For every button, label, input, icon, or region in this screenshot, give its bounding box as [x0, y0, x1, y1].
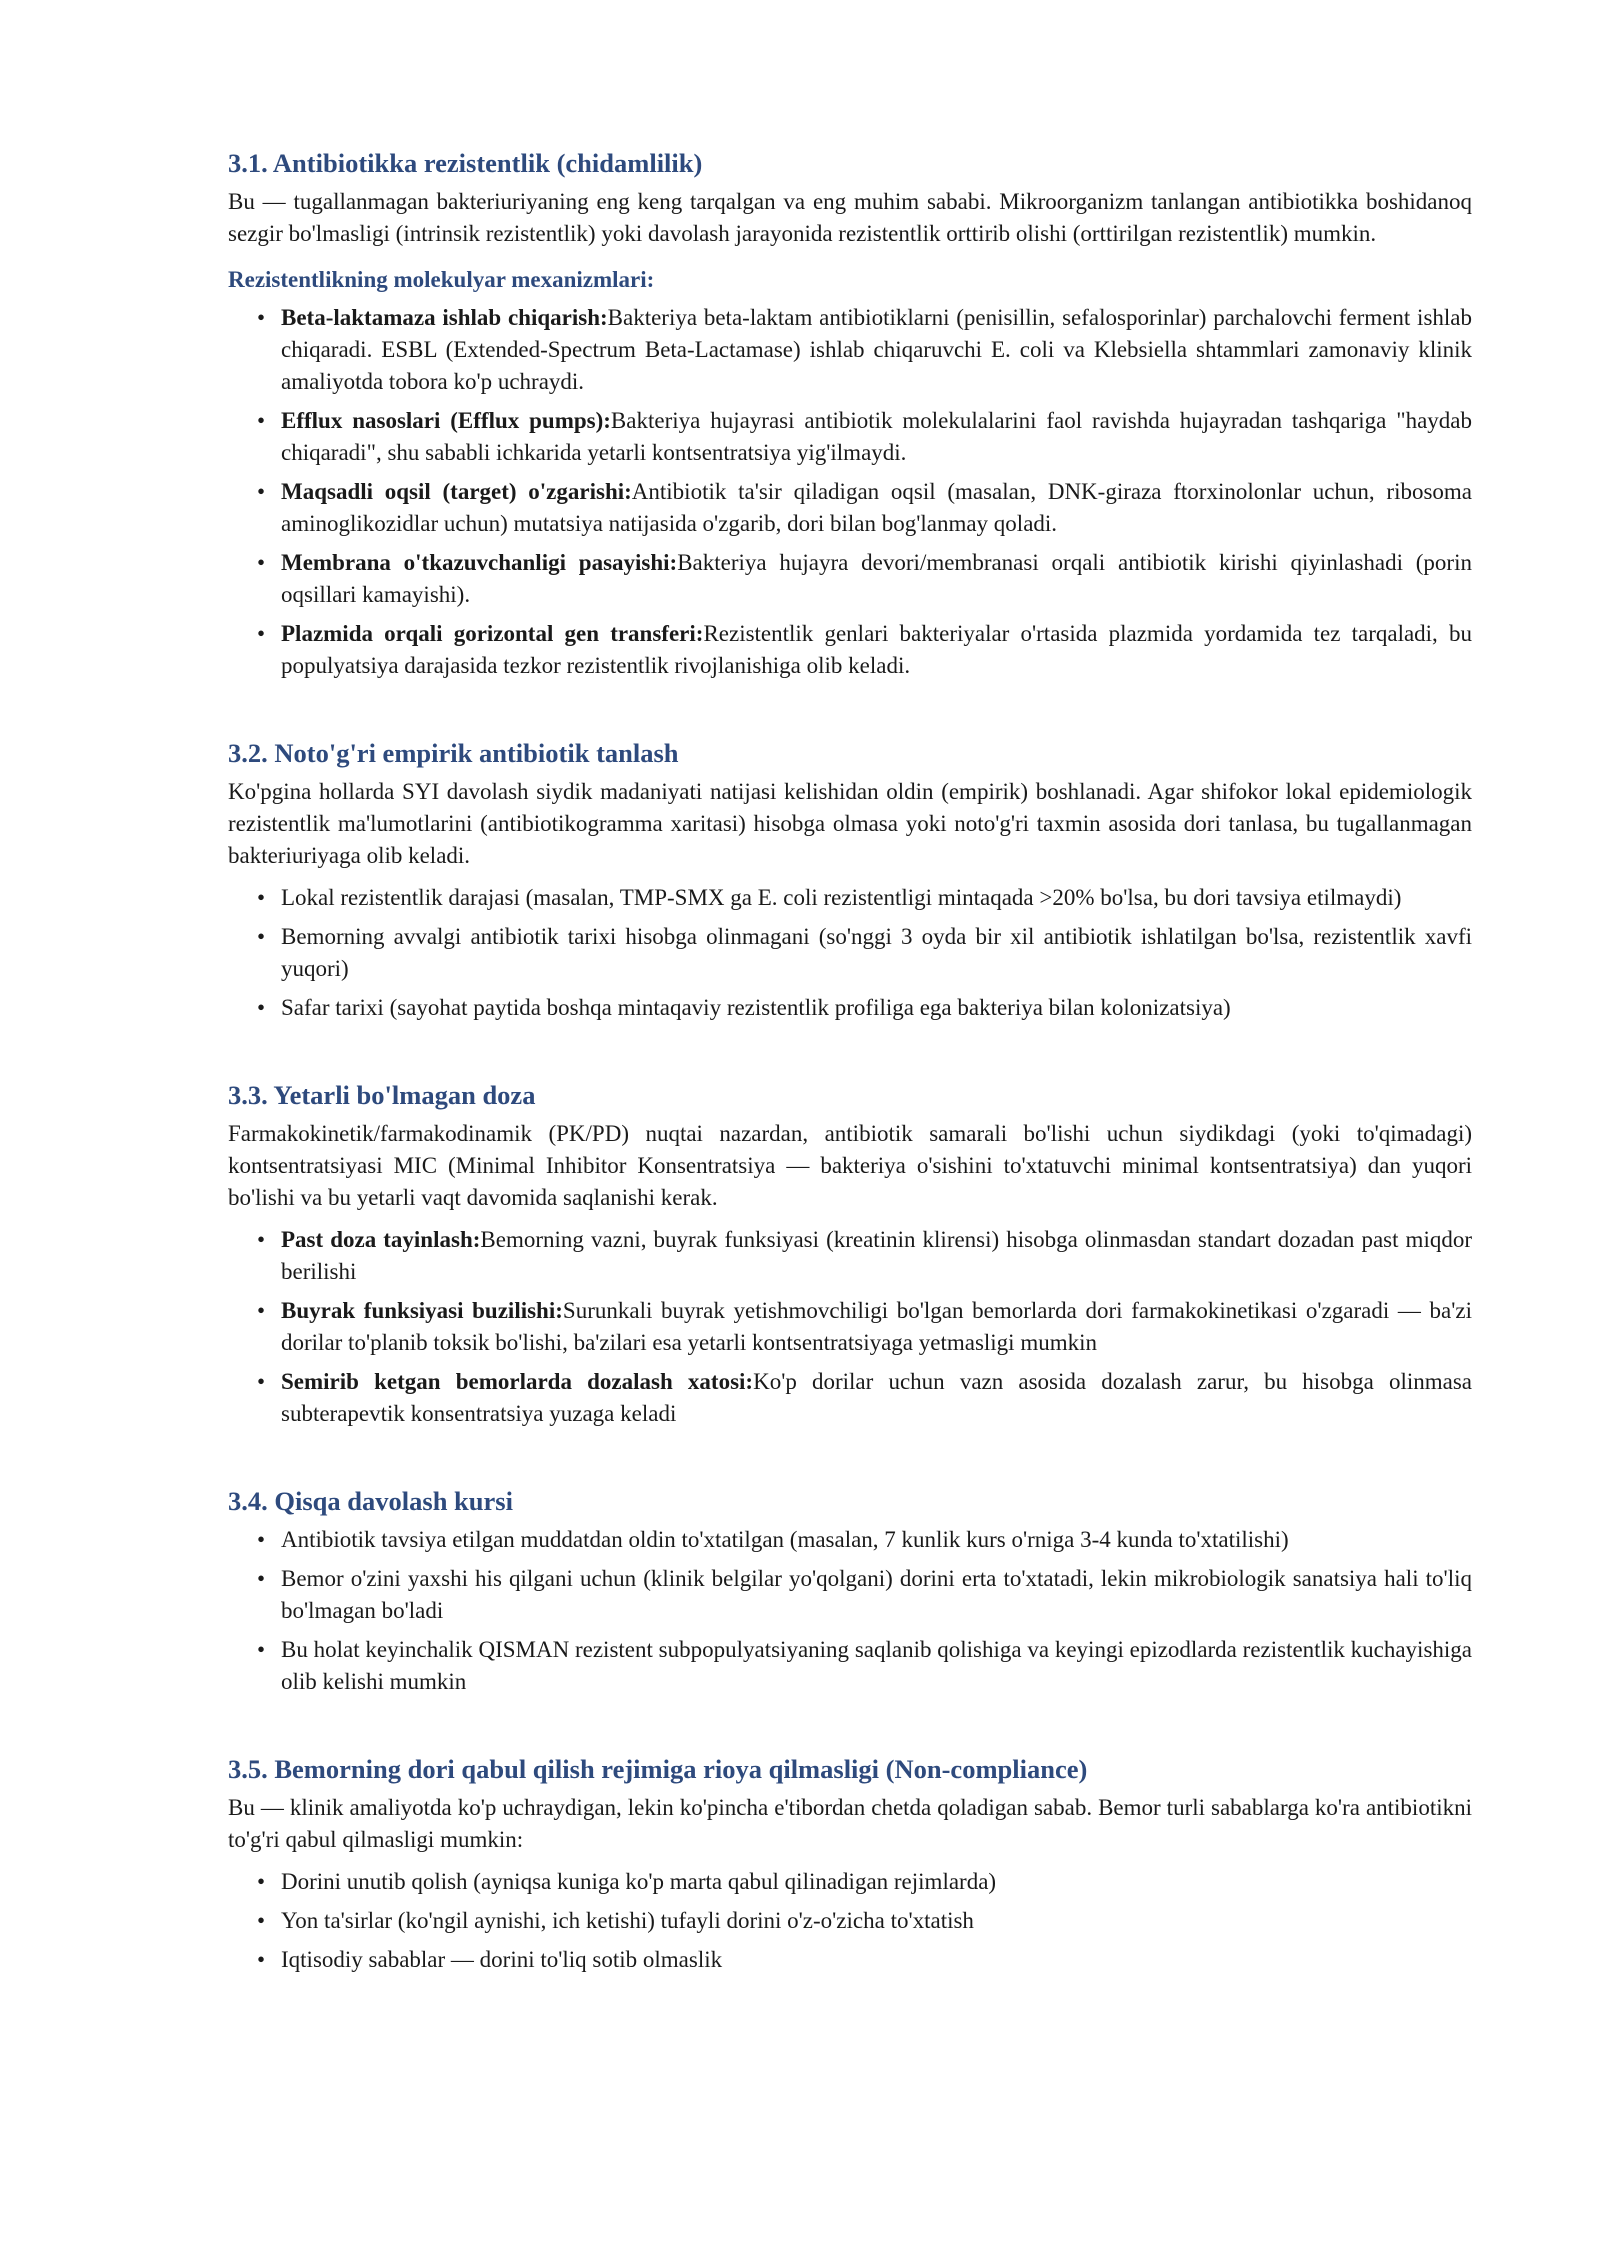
- bullet-icon: •: [257, 924, 266, 949]
- item-text: Yon ta'sirlar (ko'ngil aynishi, ich ketishi) tufayli dorini o'z-o'zicha to'xtatish: [281, 1908, 974, 1933]
- list-item: [252, 405, 1472, 469]
- section-3-4: [228, 1484, 1472, 1698]
- bullet-icon: •: [257, 885, 266, 910]
- item-text: Bakteriya hujayra devori/membranasi orqali antibiotik kirishi qiyinlashadi (porin oqsillari kamayishi).: [281, 550, 1472, 607]
- bullet-icon: •: [257, 550, 266, 575]
- bullet-icon: •: [257, 408, 266, 433]
- list-item: [252, 992, 1472, 1024]
- item-text: Ko'p dorilar uchun vazn asosida dozalash zarur, bu hisobga olinmasa subterapevtik konsentratsiya yuzaga keladi: [281, 1369, 1472, 1426]
- section-title: 3.4. Qisqa davolash kursi: [228, 1486, 513, 1516]
- bullet-icon: •: [257, 1369, 266, 1394]
- bullet-icon: •: [257, 305, 266, 330]
- section-3-1: [228, 146, 1472, 682]
- bullet-icon: •: [257, 1227, 266, 1252]
- list-item: [252, 1866, 1472, 1898]
- section-3-5: [228, 1752, 1472, 1976]
- list-item: [252, 1944, 1472, 1976]
- bullet-icon: •: [257, 1908, 266, 1933]
- section-3-2: [228, 736, 1472, 1024]
- list-item: [252, 476, 1472, 540]
- list-item: [252, 921, 1472, 985]
- bullet-icon: •: [257, 1947, 266, 1972]
- bullet-list: [228, 1866, 1472, 1976]
- section-subheading: Rezistentlikning molekulyar mexanizmlari:: [228, 267, 655, 292]
- list-item: [252, 1905, 1472, 1937]
- item-text: Bu holat keyinchalik QISMAN rezistent subpopulyatsiyaning saqlanib qolishiga va keyingi epizodlarda rezistentlik kuchayishiga olib kelishi mumkin: [281, 1637, 1472, 1694]
- bullet-list: [228, 302, 1472, 682]
- item-text: Rezistentlik genlari bakteriyalar o'rtasida plazmida yordamida tez tarqaladi, bu populyatsiya darajasida tezkor rezistentlik rivojlanishiga olib keladi.: [281, 621, 1472, 678]
- item-term: Past doza tayinlash:: [281, 1227, 481, 1252]
- section-title: 3.5. Bemorning dori qabul qilish rejimiga rioya qilmasligi (Non-compliance): [228, 1754, 1088, 1784]
- list-item: [252, 882, 1472, 914]
- section-title: 3.1. Antibiotikka rezistentlik (chidamlilik): [228, 148, 703, 178]
- bullet-icon: •: [257, 1298, 266, 1323]
- item-text: Iqtisodiy sabablar — dorini to'liq sotib olmaslik: [281, 1947, 723, 1972]
- bullet-list: [228, 1524, 1472, 1698]
- section-3-3: [228, 1078, 1472, 1430]
- section-intro: Bu — tugallanmagan bakteriuriyaning eng keng tarqalgan va eng muhim sababi. Mikroorganizm tanlangan antibiotikka boshidanoq sezgir bo'lmasligi (intrinsik rezistentlik) yoki davolash jarayonida rezistentlik orttirib olishi (orttirilgan rezistentlik) mumkin.: [228, 189, 1472, 246]
- section-intro: Ko'pgina hollarda SYI davolash siydik madaniyati natijasi kelishidan oldin (empirik) boshlanadi. Agar shifokor lokal epidemiologik rezistentlik ma'lumotlarini (antibiotikogramma xaritasi) hisobga olmasa yoki noto'g'ri taxmin asosida dori tanlasa, bu tugallanmagan bakteriuriyaga olib keladi.: [228, 779, 1472, 868]
- list-item: [252, 1295, 1472, 1359]
- section-intro: Bu — klinik amaliyotda ko'p uchraydigan, lekin ko'pincha e'tibordan chetda qoladigan sabab. Bemor turli sabablarga ko'ra antibiotikni to'g'ri qabul qilmasligi mumkin:: [228, 1795, 1472, 1852]
- bullet-icon: •: [257, 479, 266, 504]
- item-text: Bemor o'zini yaxshi his qilgani uchun (klinik belgilar yo'qolgani) dorini erta to'xtatadi, lekin mikrobiologik sanatsiya hali to'liq bo'lmagan bo'ladi: [281, 1566, 1472, 1623]
- list-item: [252, 1224, 1472, 1288]
- item-term: Maqsadli oqsil (target) o'zgarishi:: [281, 479, 632, 504]
- section-title: 3.2. Noto'g'ri empirik antibiotik tanlash: [228, 738, 679, 768]
- bullet-icon: •: [257, 621, 266, 646]
- item-text: Dorini unutib qolish (ayniqsa kuniga ko'p marta qabul qilinadigan rejimlarda): [281, 1869, 997, 1894]
- item-text: Bemorning avvalgi antibiotik tarixi hisobga olinmagani (so'nggi 3 oyda bir xil antibiotik ishlatilgan bo'lsa, rezistentlik xavfi yuqori): [281, 924, 1472, 981]
- section-title: 3.3. Yetarli bo'lmagan doza: [228, 1080, 536, 1110]
- item-term: Semirib ketgan bemorlarda dozalash xatosi:: [281, 1369, 754, 1394]
- bullet-list: [228, 1224, 1472, 1430]
- bullet-icon: •: [257, 1869, 266, 1894]
- item-text: Bakteriya beta-laktam antibiotiklarni (penisillin, sefalosporinlar) parchalovchi ferment ishlab chiqaradi. ESBL (Extended-Spectrum Beta-Lactamase) ishlab chiqaruvchi E. coli va Klebsiella shtammlari zamonaviy klinik amaliyotda tobora ko'p uchraydi.: [281, 305, 1472, 394]
- item-term: Plazmida orqali gorizontal gen transferi:: [281, 621, 704, 646]
- list-item: [252, 1524, 1472, 1556]
- list-item: [252, 618, 1472, 682]
- bullet-icon: •: [257, 1527, 266, 1552]
- item-term: Efflux nasoslari (Efflux pumps):: [281, 408, 611, 433]
- list-item: [252, 1634, 1472, 1698]
- item-term: Beta-laktamaza ishlab chiqarish:: [281, 305, 608, 330]
- list-item: [252, 547, 1472, 611]
- item-term: Buyrak funksiyasi buzilishi:: [281, 1298, 563, 1323]
- list-item: [252, 1366, 1472, 1430]
- bullet-list: [228, 882, 1472, 1024]
- bullet-icon: •: [257, 995, 266, 1020]
- item-text: Surunkali buyrak yetishmovchiligi bo'lgan bemorlarda dori farmakokinetikasi o'zgaradi — ba'zi dorilar to'planib toksik bo'lishi, ba'zilari esa yetarli kontsentratsiyaga yetmasligi mumkin: [281, 1298, 1472, 1355]
- item-text: Bemorning vazni, buyrak funksiyasi (kreatinin klirensi) hisobga olinmasdan standart dozadan past miqdor berilishi: [281, 1227, 1473, 1284]
- bullet-icon: •: [257, 1566, 266, 1591]
- list-item: [252, 302, 1472, 398]
- item-term: Membrana o'tkazuvchanligi pasayishi:: [281, 550, 678, 575]
- item-text: Safar tarixi (sayohat paytida boshqa mintaqaviy rezistentlik profiliga ega bakteriya bilan kolonizatsiya): [281, 995, 1231, 1020]
- item-text: Bakteriya hujayrasi antibiotik molekulalarini faol ravishda hujayradan tashqariga "haydab chiqaradi", shu sababli ichkarida yetarli kontsentratsiya yig'ilmaydi.: [281, 408, 1472, 465]
- item-text: Antibiotik ta'sir qiladigan oqsil (masalan, DNK-giraza ftorxinolonlar uchun, ribosoma aminoglikozidlar uchun) mutatsiya natijasida o'zgarib, dori bilan bog'lanmay qoladi.: [281, 479, 1473, 536]
- section-intro: Farmakokinetik/farmakodinamik (PK/PD) nuqtai nazardan, antibiotik samarali bo'lishi uchun siydikdagi (yoki to'qimadagi) kontsentratsiyasi MIC (Minimal Inhibitor Konsentratsiya — bakteriya o'sishini to'xtatuvchi minimal kontsentratsiya) dan yuqori bo'lishi va bu yetarli vaqt davomida saqlanishi kerak.: [228, 1121, 1472, 1210]
- list-item: [252, 1563, 1472, 1627]
- item-text: Lokal rezistentlik darajasi (masalan, TMP-SMX ga E. coli rezistentligi mintaqada >20% bo'lsa, bu dori tavsiya etilmaydi): [281, 885, 1402, 910]
- bullet-icon: •: [257, 1637, 266, 1662]
- item-text: Antibiotik tavsiya etilgan muddatdan oldin to'xtatilgan (masalan, 7 kunlik kurs o'rniga 3-4 kunda to'xtatilishi): [281, 1527, 1289, 1552]
